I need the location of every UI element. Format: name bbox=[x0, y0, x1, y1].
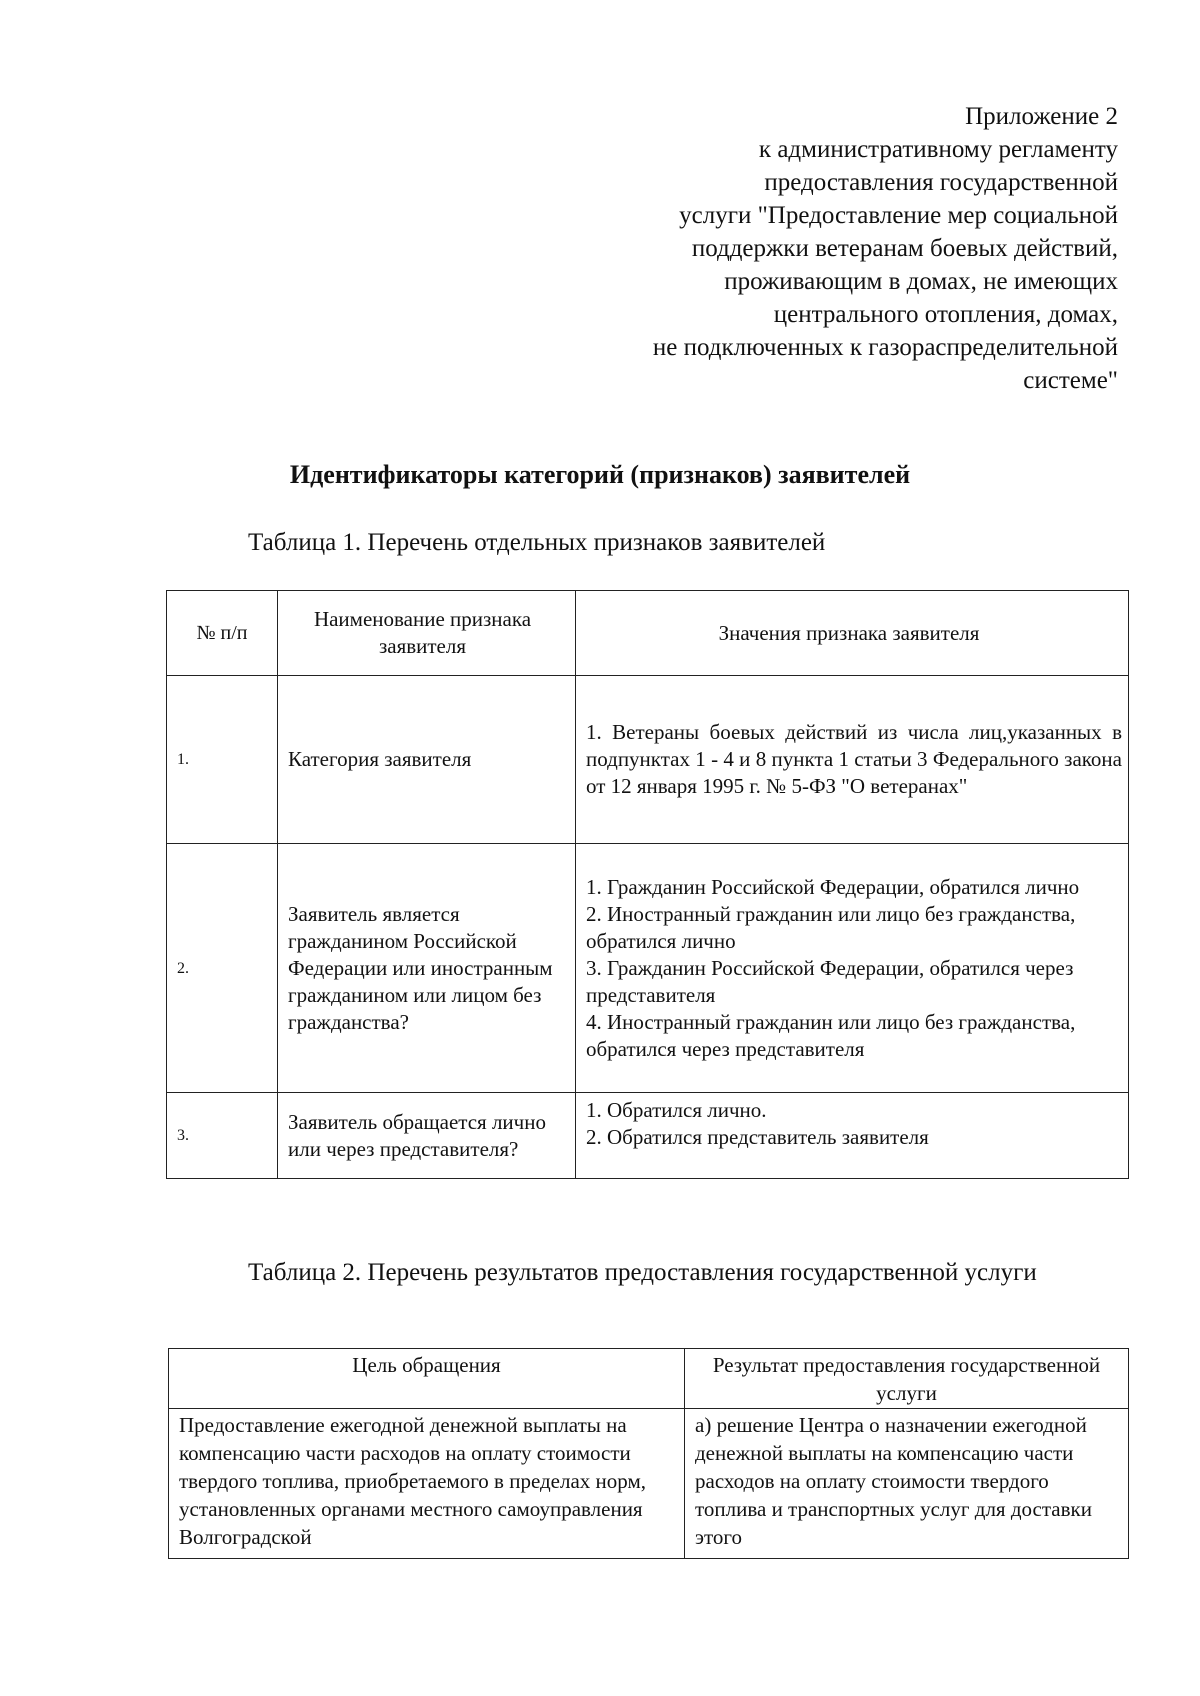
table-row bbox=[167, 844, 1129, 1093]
header-line: системе" bbox=[1023, 367, 1118, 394]
header-cell-number: № п/п bbox=[167, 591, 278, 676]
table-header-row bbox=[169, 1349, 1129, 1409]
attribute-name: Заявитель обращается лично или через представителя? bbox=[278, 1093, 576, 1179]
header-line: Приложение 2 bbox=[965, 103, 1118, 130]
header-line: не подключенных к газораспределительной bbox=[652, 334, 1118, 361]
header-line: поддержки ветеранам боевых действий, bbox=[691, 235, 1118, 262]
header-line: предоставления государственной bbox=[764, 169, 1118, 196]
row-number: 3. bbox=[167, 1093, 278, 1179]
header-line: проживающим в домах, не имеющих bbox=[724, 268, 1118, 295]
attribute-value: 2. Обратился представитель заявителя bbox=[586, 1125, 929, 1149]
document-title: Идентификаторы категорий (признаков) заявителей bbox=[289, 460, 911, 489]
attribute-values bbox=[576, 676, 1129, 844]
service-results-table bbox=[168, 1348, 1129, 1559]
header-cell-values: Значения признака заявителя bbox=[576, 591, 1129, 676]
header-cell-result: Результат предоставления государственной услуги bbox=[685, 1349, 1129, 1409]
attribute-name: Заявитель является гражданином Российской Федерации или иностранным гражданином или лицом без гражданства? bbox=[278, 844, 576, 1093]
appendix-header bbox=[653, 100, 1118, 397]
table-row bbox=[167, 1093, 1129, 1179]
attribute-value: 2. Иностранный гражданин или лицо без гражданства, обратился лично bbox=[586, 901, 1076, 953]
attribute-value: 3. Гражданин Российской Федерации, обратился через представителя bbox=[586, 955, 1074, 1007]
attribute-values bbox=[576, 1093, 1129, 1179]
table-header-row bbox=[167, 591, 1129, 676]
service-result: а) решение Центра о назначении ежегодной денежной выплаты на компенсацию части расходов на оплату стоимости твердого топлива и транспортных услуг для доставки этого bbox=[685, 1409, 1129, 1559]
attribute-value: 1. Обратился лично. bbox=[586, 1098, 767, 1122]
header-line: услуги "Предоставление мер социальной bbox=[679, 202, 1118, 229]
header-cell-name: Наименование признака заявителя bbox=[278, 591, 576, 676]
table2-caption: Таблица 2. Перечень результатов предоставления государственной услуги bbox=[248, 1259, 1037, 1286]
applicant-attributes-table bbox=[166, 590, 1129, 1179]
attribute-value: 4. Иностранный гражданин или лицо без гражданства, обратился через представителя bbox=[586, 1009, 1076, 1061]
request-goal: Предоставление ежегодной денежной выплаты на компенсацию части расходов на оплату стоимости твердого топлива, приобретаемого в пределах норм, установленных органами местного самоуправления Волгоградской bbox=[169, 1409, 685, 1559]
attribute-value: 1. Ветераны боевых действий из числа лиц,указанных в подпунктах 1 - 4 и 8 пункта 1 статьи 3 Федерального закона от 12 января 1995 г. № 5-ФЗ "О ветеранах" bbox=[586, 720, 1122, 798]
row-number: 2. bbox=[167, 844, 278, 1093]
attribute-name: Категория заявителя bbox=[278, 676, 576, 844]
header-line: к административному регламенту bbox=[758, 136, 1118, 163]
table-row bbox=[167, 676, 1129, 844]
table1-caption: Таблица 1. Перечень отдельных признаков заявителей bbox=[248, 529, 826, 556]
header-line: центрального отопления, домах, bbox=[773, 301, 1118, 328]
attribute-values bbox=[576, 844, 1129, 1093]
table-row bbox=[169, 1409, 1129, 1559]
header-cell-goal: Цель обращения bbox=[169, 1349, 685, 1409]
attribute-value: 1. Гражданин Российской Федерации, обратился лично bbox=[586, 874, 1080, 899]
row-number: 1. bbox=[167, 676, 278, 844]
